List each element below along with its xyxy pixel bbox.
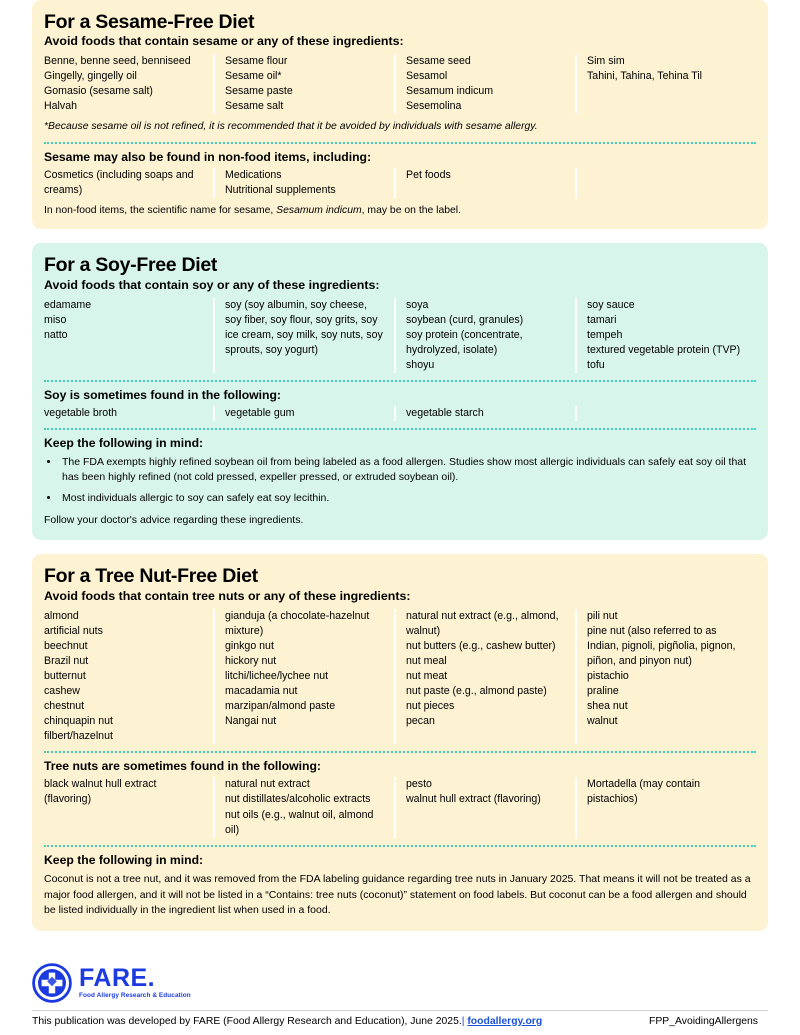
ingredient-item: artificial nuts (44, 624, 103, 637)
ingredient-column (213, 609, 394, 744)
tree-nut-sometimes-heading: Tree nuts are sometimes found in the following: (44, 758, 321, 773)
ingredient-item: edamame (44, 298, 92, 311)
sometimes-column (394, 406, 575, 421)
ingredient-item: Sesame flour (225, 55, 288, 68)
ingredient-item: nut butters (e.g., cashew butter) (406, 639, 556, 652)
ingredient-item: Gingelly, gingelly oil (44, 70, 137, 83)
ingredient-item: almond (44, 609, 79, 622)
ingredient-item: Sesemolina (406, 100, 462, 113)
ingredient-item: soybean (curd, granules) (406, 313, 524, 326)
ingredient-item: butternut (44, 669, 86, 682)
ingredient-item: filbert/hazelnut (44, 729, 113, 742)
nonfood-item: Pet foods (406, 169, 451, 182)
nonfood-item: Nutritional supplements (225, 184, 336, 197)
ingredient-item: cashew (44, 684, 80, 697)
section-soy (32, 243, 768, 540)
ingredient-item: Nangai nut (225, 714, 277, 727)
ingredient-item: nut pieces (406, 699, 455, 712)
ingredient-item: pine nut (also referred to as Indian, pignoli, pigñolia, pignon, piñon, and pinyon nut) (587, 624, 736, 667)
dotted-divider (44, 380, 756, 382)
ingredient-item: Tahini, Tahina, Tehina Til (587, 70, 703, 83)
ingredient-item: Sesame salt (225, 100, 284, 113)
sesame-nonfood-heading: Sesame may also be found in non-food items, including: (44, 149, 372, 164)
soy-keep-in-mind-heading: Keep the following in mind: (44, 436, 204, 451)
footer-credit-text: This publication was developed by FARE (Food Allergy Research and Education), June 2025. (32, 1016, 462, 1027)
ingredient-item: soya (406, 298, 429, 311)
foodallergy-link[interactable]: foodallergy.org (467, 1016, 543, 1027)
list-item: • The FDA exempts highly refined soybean oil from being labeled as a food allergen. Studies show most allergic individuals can safely eat soy oil that has been highly refined (not cold pressed, expeller pressed, or extruded soybean oil). (60, 455, 756, 485)
ingredient-item: shoyu (406, 358, 435, 371)
sometimes-item: nut distillates/alcoholic extracts (225, 793, 371, 806)
sometimes-item: Mortadella (may contain pistachios) (587, 778, 701, 806)
nonfood-item: Cosmetics (including soaps and creams) (44, 169, 194, 197)
ingredient-column (575, 298, 756, 373)
sometimes-column (213, 777, 394, 837)
ingredient-column (575, 609, 756, 744)
soy-sometimes-heading: Soy is sometimes found in the following: (44, 387, 281, 402)
ingredient-item: textured vegetable protein (TVP) (587, 343, 741, 356)
sometimes-item: vegetable gum (225, 407, 295, 420)
ingredient-item: gianduja (a chocolate-hazelnut mixture) (225, 609, 370, 637)
section-tree-nut (32, 554, 768, 931)
sometimes-columns-soy (44, 406, 756, 421)
nonfood-column (575, 168, 756, 198)
ingredient-item: Sesame seed (406, 55, 471, 68)
ingredient-item: hickory nut (225, 654, 277, 667)
fare-logo-tagline: Food Allergy Research & Education (79, 991, 191, 999)
ingredient-item: Sesamol (406, 70, 448, 83)
ingredient-item: Halvah (44, 100, 77, 113)
ingredient-item: marzipan/almond paste (225, 699, 336, 712)
section-subtitle-soy: Avoid foods that contain soy or any of these ingredients: (44, 277, 380, 292)
section-subtitle-sesame: Avoid foods that contain sesame or any of these ingredients: (44, 34, 404, 49)
sometimes-column (575, 777, 756, 837)
ingredient-item: walnut (587, 714, 618, 727)
ingredient-item: soy (soy albumin, soy cheese, soy fiber, soy flour, soy grits, soy ice cream, soy milk, soy nuts, soy sprouts, soy yogurt) (225, 298, 383, 356)
nonfood-column (44, 168, 213, 198)
sesame-scientific-name-note (44, 203, 756, 218)
ingredient-item: litchi/lichee/lychee nut (225, 669, 329, 682)
dotted-divider (44, 751, 756, 753)
fare-logo-wordmark: FARE. (79, 964, 156, 993)
note-suffix: , may be on the label. (361, 205, 461, 217)
sometimes-item: black walnut hull extract (flavoring) (44, 778, 157, 806)
soy-keep-in-mind-list (44, 455, 756, 507)
nonfood-columns-sesame (44, 168, 756, 198)
ingredient-column (394, 54, 575, 114)
ingredient-item: tofu (587, 358, 605, 371)
sometimes-item: vegetable broth (44, 407, 118, 420)
ingredient-item: Sesamum indicum (406, 85, 494, 98)
coconut-keep-in-mind-heading: Keep the following in mind: (44, 852, 204, 867)
nonfood-item: Medications (225, 169, 282, 182)
ingredient-item: Sesame paste (225, 85, 293, 98)
section-title-sesame: For a Sesame-Free Diet (44, 11, 255, 33)
ingredient-item: nut meal (406, 654, 447, 667)
sometimes-item: natural nut extract (225, 778, 310, 791)
ingredient-item: natural nut extract (e.g., almond, walnut) (406, 609, 559, 637)
ingredient-item: tamari (587, 313, 617, 326)
ingredient-column (44, 609, 213, 744)
dotted-divider (44, 428, 756, 430)
ingredient-column (394, 298, 575, 373)
sometimes-item: vegetable starch (406, 407, 484, 420)
section-subtitle-tree-nut: Avoid foods that contain tree nuts or any of these ingredients: (44, 588, 411, 603)
ingredient-item: Sesame oil* (225, 70, 282, 83)
ingredient-item: Benne, benne seed, benniseed (44, 55, 191, 68)
ingredient-column (575, 54, 756, 114)
ingredient-item: praline (587, 684, 619, 697)
ingredient-item: chinquapin nut (44, 714, 113, 727)
ingredient-column (44, 298, 213, 373)
ingredient-item: macadamia nut (225, 684, 298, 697)
ingredient-item: beechnut (44, 639, 88, 652)
fare-shield-cross-icon (32, 963, 72, 1003)
fare-logo-text (79, 964, 191, 999)
ingredient-columns-sesame (44, 54, 756, 114)
ingredient-item: nut paste (e.g., almond paste) (406, 684, 547, 697)
sometimes-item: nut oils (e.g., walnut oil, almond oil) (225, 808, 374, 836)
ingredient-item: Sim sim (587, 55, 625, 68)
ingredient-item: pecan (406, 714, 435, 727)
coconut-paragraph: Coconut is not a tree nut, and it was removed from the FDA labeling guidance regarding tree nuts in January 2025. That means it will not be treated as a major food allergen, and it will not be listed in a “Contains: tree nuts (coconut)” statement on food labels. But coconut can be a food allergen and should be listed individually in the ingredient list when used in a food. (44, 873, 751, 917)
footer-credit-line (32, 1016, 768, 1027)
sometimes-column (575, 406, 756, 421)
ingredient-column (44, 54, 213, 114)
ingredient-item: miso (44, 313, 67, 326)
list-item: • Most individuals allergic to soy can safely eat soy lecithin. (60, 491, 756, 506)
sometimes-item: walnut hull extract (flavoring) (406, 793, 541, 806)
ingredient-item: ginkgo nut (225, 639, 274, 652)
sometimes-column (394, 777, 575, 837)
ingredient-column (213, 298, 394, 373)
ingredient-item: natto (44, 328, 68, 341)
section-sesame (32, 0, 768, 229)
ingredient-item: pistachio (587, 669, 629, 682)
sometimes-columns-tree-nut (44, 777, 756, 837)
footer-credit (32, 1016, 542, 1027)
section-title-soy: For a Soy-Free Diet (44, 254, 218, 277)
fare-logo (32, 962, 768, 1004)
ingredient-item: tempeh (587, 328, 623, 341)
ingredient-columns-tree-nut (44, 609, 756, 744)
sometimes-column (213, 406, 394, 421)
note-prefix: In non-food items, the scientific name for sesame, (44, 205, 277, 217)
dotted-divider (44, 142, 756, 144)
nonfood-column (213, 168, 394, 198)
ingredient-item: Brazil nut (44, 654, 89, 667)
ingredient-item: nut meat (406, 669, 448, 682)
sometimes-column (44, 406, 213, 421)
soy-closing-note: Follow your doctor's advice regarding these ingredients. (44, 513, 304, 526)
dotted-divider (44, 845, 756, 847)
ingredient-item: shea nut (587, 699, 628, 712)
sesame-oil-footnote: *Because sesame oil is not refined, it is recommended that it be avoided by individuals with sesame allergy. (44, 121, 538, 133)
sometimes-column (44, 777, 213, 837)
sometimes-item: pesto (406, 778, 432, 791)
note-emphasis: Sesamum indicum (276, 205, 362, 217)
footer-separator: | (461, 1016, 465, 1027)
nonfood-column (394, 168, 575, 198)
ingredient-item: Gomasio (sesame salt) (44, 85, 153, 98)
ingredient-columns-soy (44, 298, 756, 373)
footer-divider (32, 1010, 768, 1011)
ingredient-item: soy sauce (587, 298, 635, 311)
footer-doc-code: FPP_AvoidingAllergens (649, 1016, 758, 1027)
ingredient-item: chestnut (44, 699, 85, 712)
ingredient-item: pili nut (587, 609, 618, 622)
ingredient-column (394, 609, 575, 744)
page-footer (0, 962, 800, 1035)
ingredient-item: soy protein (concentrate, hydrolyzed, isolate) (406, 328, 523, 356)
ingredient-column (213, 54, 394, 114)
section-title-tree-nut: For a Tree Nut-Free Diet (44, 565, 258, 588)
